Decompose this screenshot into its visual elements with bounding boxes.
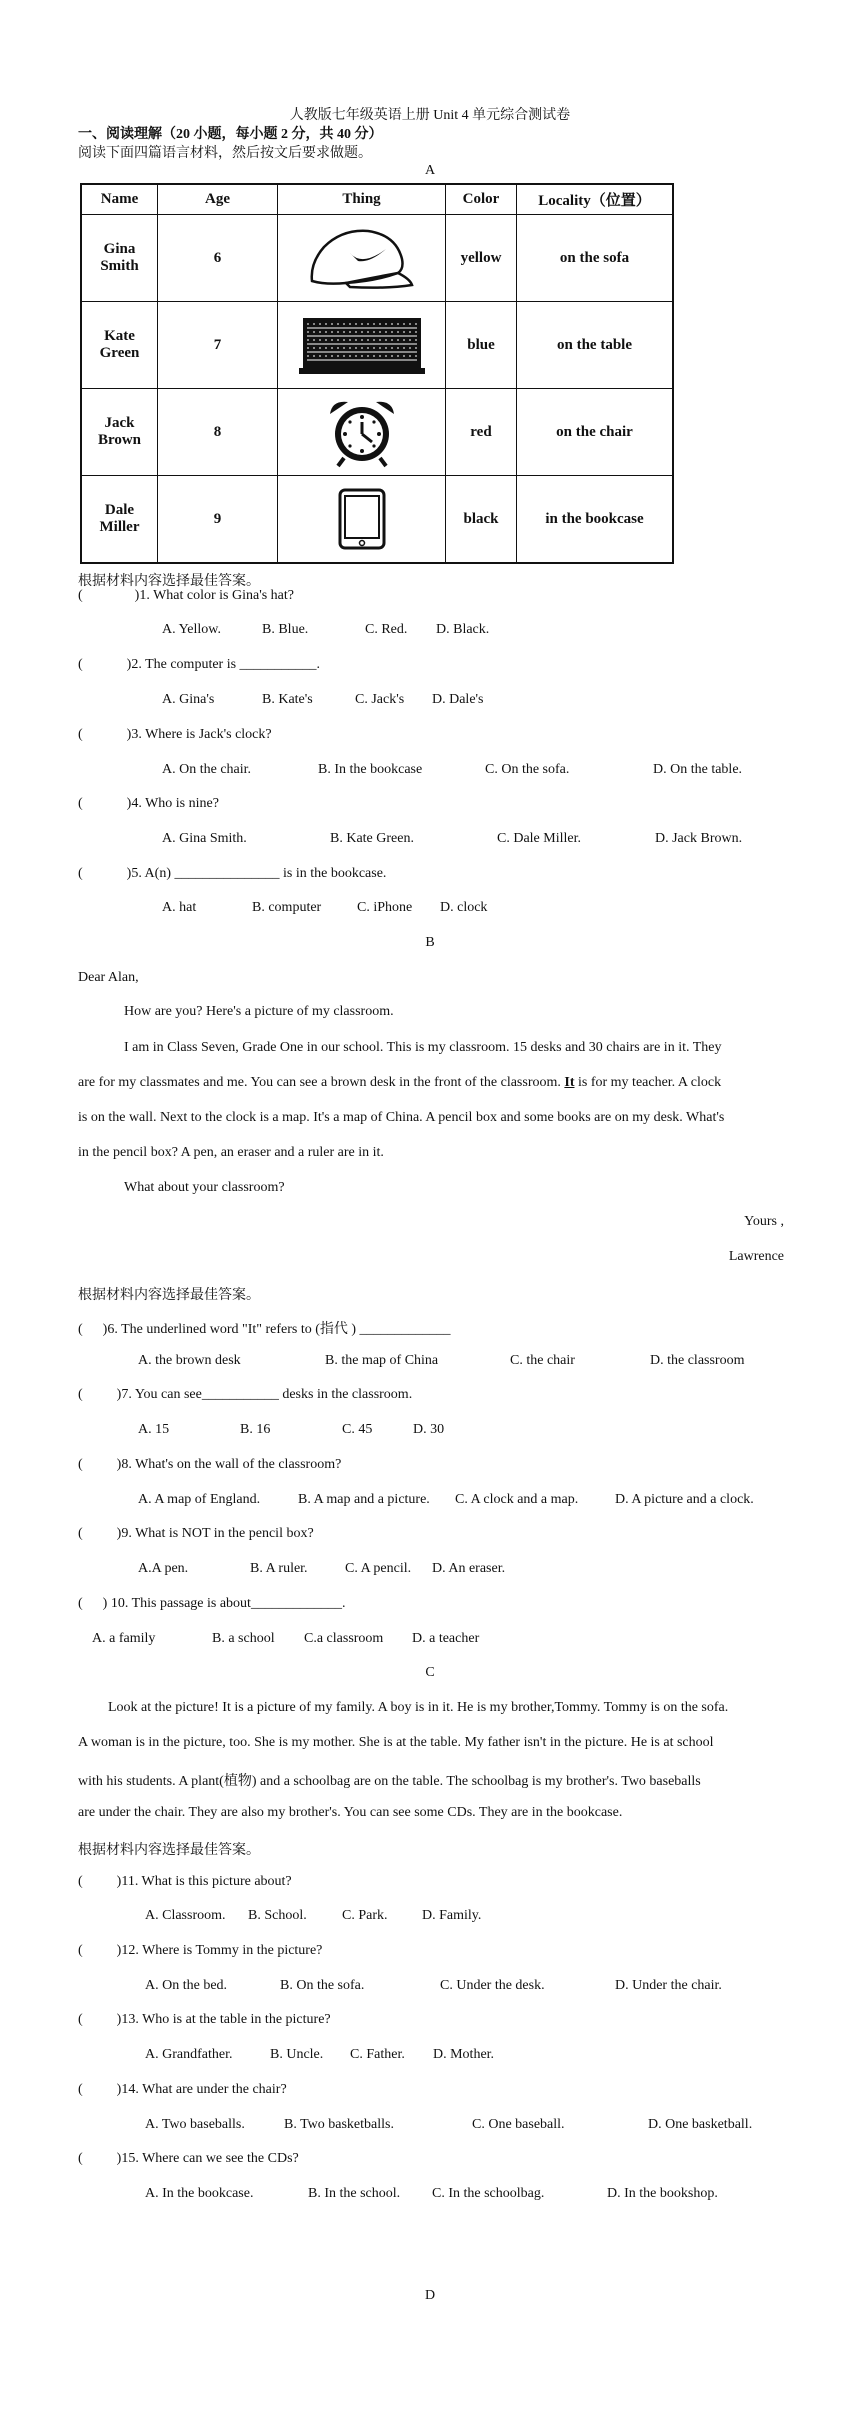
option[interactable]: D. In the bookshop.: [607, 2186, 718, 2201]
passage-line: A woman is in the picture, too. She is my mother. She is at the table. My father isn't in the picture. He is at school: [78, 1735, 714, 1750]
question-5: ( )5. A(n) _______________ is in the bookcase.: [78, 866, 387, 881]
name-cell: Gina Smith: [81, 215, 158, 302]
hat-icon: [278, 215, 446, 302]
letter-line: What about your classroom?: [124, 1180, 285, 1195]
color-cell: blue: [446, 302, 517, 389]
option[interactable]: D. Black.: [436, 622, 490, 637]
option[interactable]: C. Red.: [365, 622, 408, 637]
name-cell: Kate Green: [81, 302, 158, 389]
option[interactable]: A. Gina Smith.: [162, 831, 247, 846]
passage-d-label: D: [424, 2288, 436, 2303]
option[interactable]: B. Kate Green.: [330, 831, 414, 846]
choose-label: 根据材料内容选择最佳答案。: [78, 574, 260, 589]
name-cell: Dale Miller: [81, 476, 158, 564]
option[interactable]: A. Gina's: [162, 692, 215, 707]
question-6: ( )6. The underlined word "It" refers to (指代 ) _____________: [78, 1322, 451, 1337]
passage-line: are under the chair. They are also my brother's. You can see some CDs. They are in the bookcase.: [78, 1805, 623, 1820]
passage-line: Look at the picture! It is a picture of my family. A boy is in it. He is my brother,Tommy. Tommy is on the sofa.: [108, 1700, 729, 1715]
option[interactable]: D. On the table.: [653, 762, 743, 777]
alarm-clock-icon: [278, 389, 446, 476]
option[interactable]: D. Family.: [422, 1908, 482, 1923]
option[interactable]: A. Yellow.: [162, 622, 221, 637]
tablet-icon: [278, 476, 446, 564]
question-15: ( )15. Where can we see the CDs?: [78, 2151, 299, 2166]
option[interactable]: D. Dale's: [432, 692, 484, 707]
age-cell: 7: [158, 302, 278, 389]
question-10: ( ) 10. This passage is about_____________.: [78, 1596, 346, 1611]
question-2: ( )2. The computer is ___________.: [78, 657, 321, 672]
letter-closing: Yours ,: [744, 1214, 784, 1229]
choose-label: 根据材料内容选择最佳答案。: [78, 1288, 260, 1303]
option[interactable]: A. A map of England.: [138, 1492, 261, 1507]
letter-line: are for my classmates and me. You can see a brown desk in the front of the classroom. It is for my teacher. A clock: [78, 1075, 722, 1090]
age-cell: 8: [158, 389, 278, 476]
locality-cell: on the sofa: [517, 215, 674, 302]
choose-label: 根据材料内容选择最佳答案。: [78, 1843, 260, 1858]
option[interactable]: D. Mother.: [433, 2047, 495, 2062]
question-3: ( )3. Where is Jack's clock?: [78, 727, 272, 742]
option[interactable]: C. In the schoolbag.: [432, 2186, 545, 2201]
option[interactable]: B. 16: [240, 1422, 271, 1437]
option[interactable]: D. Under the chair.: [615, 1978, 722, 1993]
instruction: 阅读下面四篇语言材料，然后按文后要求做题。: [78, 146, 372, 161]
option[interactable]: C. Park.: [342, 1908, 388, 1923]
option[interactable]: C. On the sofa.: [485, 762, 570, 777]
letter-signature: Lawrence: [728, 1249, 784, 1264]
color-cell: red: [446, 389, 517, 476]
option[interactable]: B. a school: [212, 1631, 275, 1646]
info-table: [80, 183, 674, 564]
option[interactable]: B. A ruler.: [250, 1561, 308, 1576]
option[interactable]: A. On the chair.: [162, 762, 252, 777]
passage-line: with his students. A plant(植物) and a schoolbag are on the table. The schoolbag is my brother's. Two baseballs: [78, 1774, 701, 1789]
option[interactable]: A.A pen.: [138, 1561, 189, 1576]
header-name: Name: [81, 184, 158, 215]
question-9: ( )9. What is NOT in the pencil box?: [78, 1526, 314, 1541]
passage-c-label: C: [425, 1665, 435, 1680]
option[interactable]: B. In the school.: [308, 2186, 401, 2201]
option[interactable]: B. Uncle.: [270, 2047, 324, 2062]
option[interactable]: D. Jack Brown.: [655, 831, 743, 846]
option[interactable]: C. the chair: [510, 1353, 575, 1368]
option[interactable]: A. Classroom.: [145, 1908, 226, 1923]
table-row: [81, 215, 673, 302]
option[interactable]: B. the map of China: [325, 1353, 439, 1368]
option[interactable]: A. a family: [92, 1631, 156, 1646]
option[interactable]: C.a classroom: [304, 1631, 384, 1646]
option[interactable]: A. hat: [162, 900, 197, 915]
option[interactable]: A. the brown desk: [138, 1353, 241, 1368]
passage-a-label: A: [424, 163, 436, 178]
letter-line: is on the wall. Next to the clock is a map. It's a map of China. A pencil box and some books are on my desk. What's: [78, 1110, 725, 1125]
header-age: Age: [158, 184, 278, 215]
option[interactable]: B. Blue.: [262, 622, 309, 637]
option[interactable]: C. One baseball.: [472, 2117, 565, 2132]
age-cell: 6: [158, 215, 278, 302]
option[interactable]: A. In the bookcase.: [145, 2186, 254, 2201]
question-4: ( )4. Who is nine?: [78, 796, 219, 811]
passage-b-label: B: [425, 935, 435, 950]
question-1: ( )1. What color is Gina's hat?: [78, 588, 295, 603]
option[interactable]: C. A clock and a map.: [455, 1492, 579, 1507]
option[interactable]: D. 30: [413, 1422, 445, 1437]
letter-line: How are you? Here's a picture of my classroom.: [124, 1004, 394, 1019]
locality-cell: in the bookcase: [517, 476, 674, 564]
section-heading: 一、阅读理解（20 小题，每小题 2 分，共 40 分）: [78, 127, 383, 142]
question-7: ( )7. You can see___________ desks in the classroom.: [78, 1387, 413, 1402]
option[interactable]: B. Two basketballs.: [284, 2117, 394, 2132]
question-14: ( )14. What are under the chair?: [78, 2082, 287, 2097]
option[interactable]: D. One basketball.: [648, 2117, 753, 2132]
option[interactable]: B. On the sofa.: [280, 1978, 365, 1993]
question-8: ( )8. What's on the wall of the classroom?: [78, 1457, 342, 1472]
option[interactable]: B. School.: [248, 1908, 307, 1923]
header-color: Color: [446, 184, 517, 215]
table-row: [81, 476, 673, 564]
option[interactable]: B. In the bookcase: [318, 762, 423, 777]
option[interactable]: C. Jack's: [355, 692, 405, 707]
locality-cell: on the table: [517, 302, 674, 389]
question-12: ( )12. Where is Tommy in the picture?: [78, 1943, 323, 1958]
option[interactable]: D. An eraser.: [432, 1561, 506, 1576]
option[interactable]: C. Dale Miller.: [497, 831, 581, 846]
option[interactable]: A. On the bed.: [145, 1978, 228, 1993]
option[interactable]: A. Two baseballs.: [145, 2117, 245, 2132]
color-cell: yellow: [446, 215, 517, 302]
table-row: [81, 389, 673, 476]
option[interactable]: A. 15: [138, 1422, 170, 1437]
header-thing: Thing: [278, 184, 446, 215]
option[interactable]: B. Kate's: [262, 692, 313, 707]
option[interactable]: C. A pencil.: [345, 1561, 412, 1576]
table-header-row: [81, 184, 673, 215]
page-title: 人教版七年级英语上册 Unit 4 单元综合测试卷: [289, 108, 571, 123]
question-11: ( )11. What is this picture about?: [78, 1874, 292, 1889]
option[interactable]: D. a teacher: [412, 1631, 480, 1646]
letter-greeting: Dear Alan,: [78, 970, 139, 985]
option[interactable]: C. 45: [342, 1422, 373, 1437]
option[interactable]: C. iPhone: [357, 900, 413, 915]
option[interactable]: B. A map and a picture.: [298, 1492, 430, 1507]
option[interactable]: C. Under the desk.: [440, 1978, 545, 1993]
option[interactable]: A. Grandfather.: [145, 2047, 233, 2062]
question-13: ( )13. Who is at the table in the picture?: [78, 2012, 331, 2027]
letter-line: in the pencil box? A pen, an eraser and a ruler are in it.: [78, 1145, 384, 1160]
option[interactable]: D. clock: [440, 900, 488, 915]
letter-line: I am in Class Seven, Grade One in our school. This is my classroom. 15 desks and 30 chairs are in it. They: [124, 1040, 722, 1055]
option[interactable]: D. A picture and a clock.: [615, 1492, 754, 1507]
header-locality: Locality（位置）: [517, 184, 674, 215]
computer-icon: [278, 302, 446, 389]
name-cell: Jack Brown: [81, 389, 158, 476]
table-row: [81, 302, 673, 389]
option[interactable]: D. the classroom: [650, 1353, 745, 1368]
locality-cell: on the chair: [517, 389, 674, 476]
option[interactable]: B. computer: [252, 900, 322, 915]
underlined-word: It: [564, 1075, 575, 1090]
color-cell: black: [446, 476, 517, 564]
option[interactable]: C. Father.: [350, 2047, 405, 2062]
age-cell: 9: [158, 476, 278, 564]
